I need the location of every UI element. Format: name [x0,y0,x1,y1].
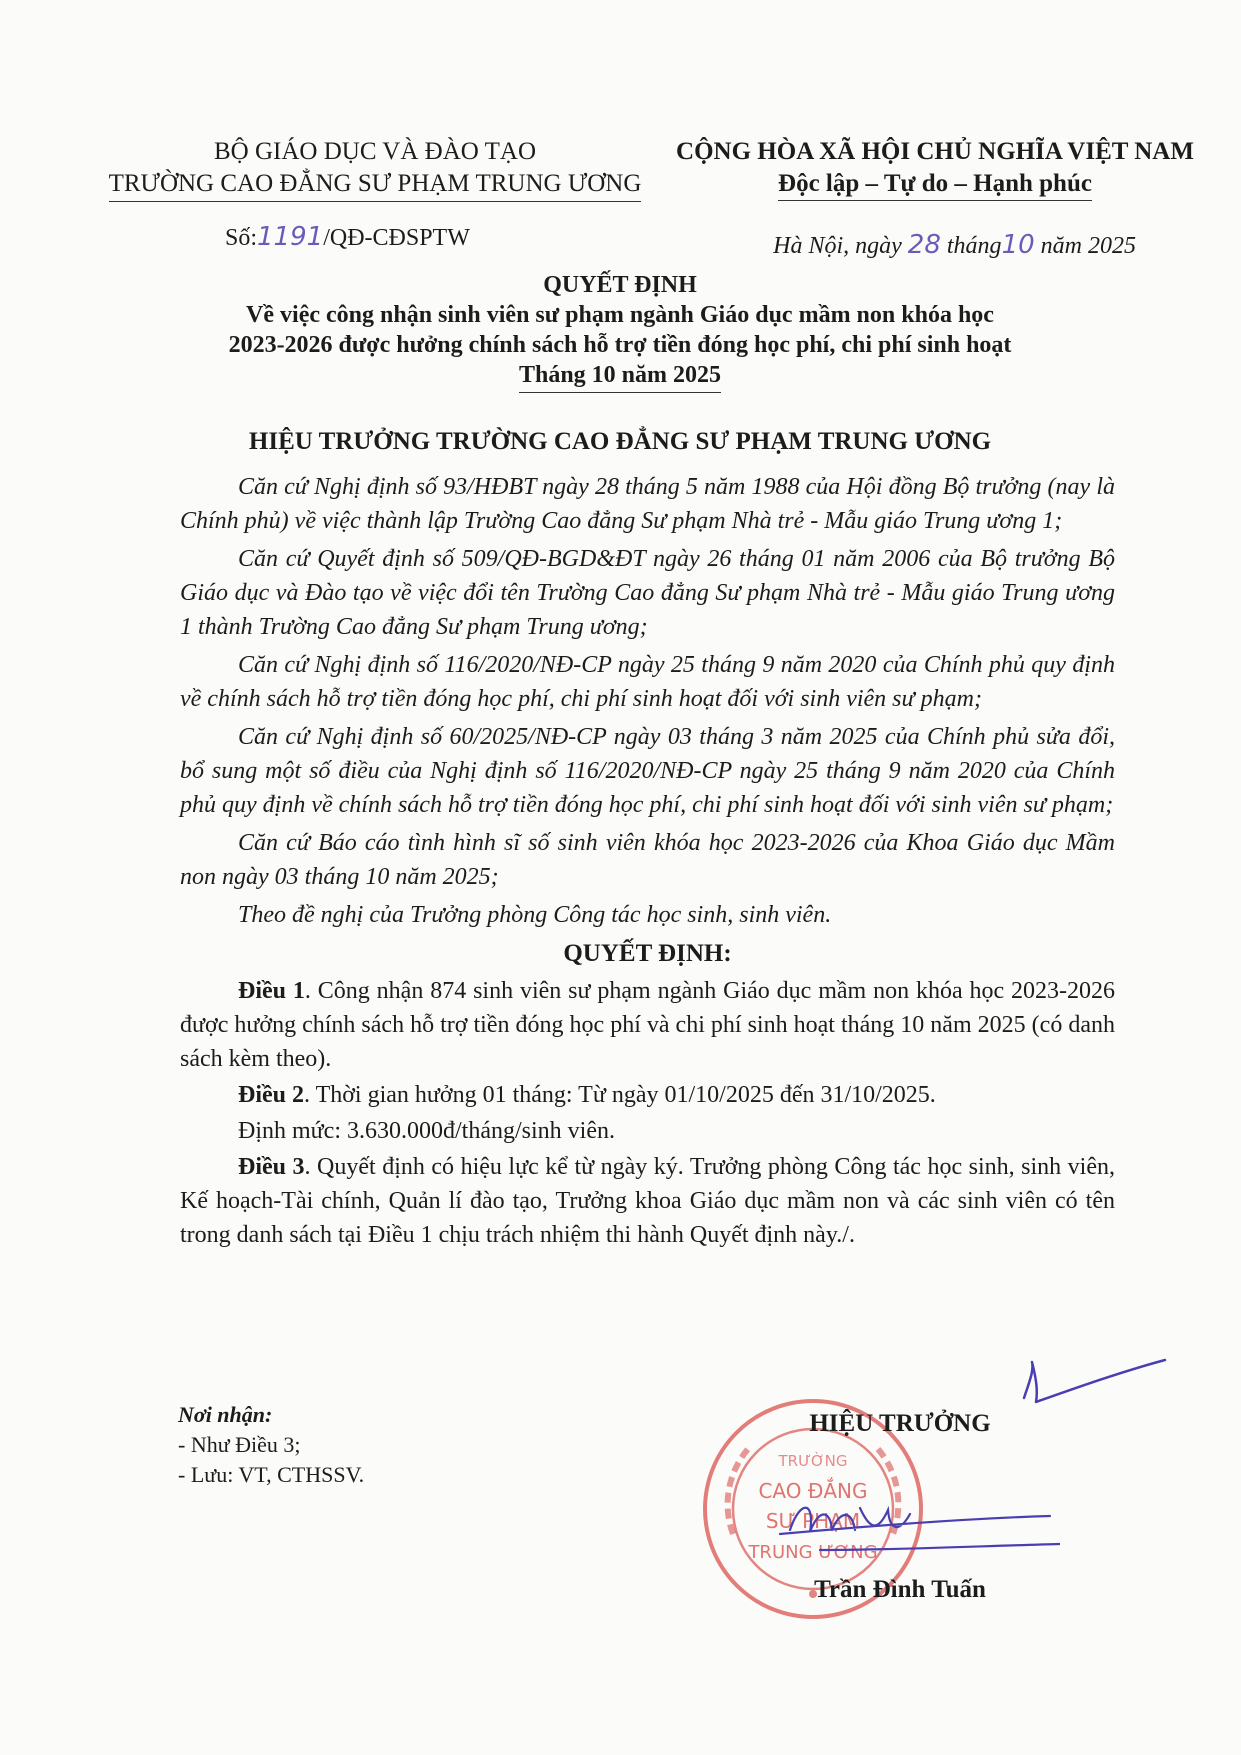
number-suffix: /QĐ-CĐSPTW [323,225,470,251]
document-number [225,222,470,252]
national-header [670,136,1200,201]
national-motto: Độc lập – Tự do – Hạnh phúc [778,168,1092,201]
legal-basis-4: Căn cứ Nghị định số 60/2025/NĐ-CP ngày 03 tháng 3 năm 2025 của Chính phủ sửa đổi, bổ sung một số điều của Nghị định số 116/2020/NĐ-CP ngày 25 tháng 9 năm 2020 của Chính phủ quy định về chính sách hỗ trợ tiền đóng học phí, chi phí sinh hoạt đối với sinh viên sư phạm; [180,724,1115,818]
issuing-authority: HIỆU TRƯỞNG TRƯỜNG CAO ĐẲNG SƯ PHẠM TRUNG ƯƠNG [248,428,992,455]
title-line-2: 2023-2026 được hưởng chính sách hỗ trợ tiền đóng học phí, chi phí sinh hoạt [228,332,1012,358]
document-title [170,270,1070,393]
legal-basis-3: Căn cứ Nghị định số 116/2020/NĐ-CP ngày 25 tháng 9 năm 2020 của Chính phủ quy định về chính sách hỗ trợ tiền đóng học phí, chi phí sinh hoạt đối với sinh viên sư phạm; [180,652,1115,712]
ministry-name: BỘ GIÁO DỤC VÀ ĐÀO TẠO [214,138,536,165]
article-3-text: . Quyết định có hiệu lực kể từ ngày ký. Trưởng phòng Công tác học sinh, sinh viên, Kế hoạch-Tài chính, Quản lí đào tạo, Trưởng khoa Giáo dục mầm non và các sinh viên có tên trong danh sách tại Điều 1 chịu trách nhiệm thi hành Quyết định này./. [180,1154,1116,1248]
handwritten-signature-icon [760,1470,1060,1570]
article-2-text: . Thời gian hưởng 01 tháng: Từ ngày 01/10/2025 đến 31/10/2025. [304,1082,936,1108]
article-3 [180,1150,1115,1252]
doc-type: QUYẾT ĐỊNH [543,272,697,298]
date-year: năm 2025 [1040,233,1136,259]
handwritten-day: 28 [907,230,941,260]
article-1-label: Điều 1 [238,978,305,1004]
legal-basis-1: Căn cứ Nghị định số 93/HĐBT ngày 28 tháng 5 năm 1988 của Hội đồng Bộ trưởng (nay là Chính phủ) về việc thành lập Trường Cao đẳng Sư phạm Nhà trẻ - Mẫu giáo Trung ương 1; [180,474,1115,534]
school-name: TRƯỜNG CAO ĐẲNG SƯ PHẠM TRUNG ƯƠNG [109,168,642,202]
article-1-text: . Công nhận 874 sinh viên sư phạm ngành Giáo dục mầm non khóa học 2023-2026 được hưởng chính sách hỗ trợ tiền đóng học phí và chi phí sinh hoạt tháng 10 năm 2025 (có danh sách kèm theo). [180,978,1116,1072]
handwritten-number: 1191 [257,222,324,252]
date-place: Hà Nội, ngày [773,233,902,259]
recipient-1: - Như Điều 3; [178,1432,301,1457]
handwritten-month: 10 [1001,230,1035,260]
issue-date [773,230,1136,260]
recipient-2: - Lưu: VT, CTHSSV. [178,1462,365,1487]
signer-title: HIỆU TRƯỞNG [809,1410,991,1437]
issuer-header [95,136,655,202]
article-2 [180,1078,1115,1112]
seal-text-mid1: CAO ĐẲNG [758,1479,868,1503]
title-line-3: Tháng 10 năm 2025 [519,360,721,393]
nation-name: CỘNG HÒA XÃ HỘI CHỦ NGHĨA VIỆT NAM [676,138,1194,165]
legal-basis-2: Căn cứ Quyết định số 509/QĐ-BGD&ĐT ngày 26 tháng 01 năm 2006 của Bộ trưởng Bộ Giáo dục và Đào tạo về việc đổi tên Trường Cao đẳng Sư phạm Nhà trẻ - Mẫu giáo Trung ương 1 thành Trường Cao đẳng Sư phạm Trung ương; [180,546,1115,640]
signer-name: Trần Đình Tuấn [814,1576,986,1603]
article-1 [180,974,1115,1076]
initial-mark-icon [1010,1350,1170,1420]
document-body [180,470,1115,1254]
seal-text-bottom: TRUNG ƯƠNG [748,1542,878,1563]
legal-basis-5: Căn cứ Báo cáo tình hình sĩ số sinh viên khóa học 2023-2026 của Khoa Giáo dục Mầm non ngày 03 tháng 10 năm 2025; [180,830,1115,890]
date-month-label: tháng [946,233,1002,259]
seal-text-mid2: SƯ PHẠM [765,1509,861,1533]
decision-heading: QUYẾT ĐỊNH: [563,940,732,967]
title-line-1: Về việc công nhận sinh viên sư phạm ngành Giáo dục mầm non khóa học [246,302,994,328]
legal-basis-6: Theo đề nghị của Trưởng phòng Công tác học sinh, sinh viên. [238,902,832,928]
article-3-label: Điều 3 [238,1154,305,1180]
article-2-label: Điều 2 [238,1082,304,1108]
recipients-heading: Nơi nhận: [178,1402,273,1427]
recipients [178,1400,364,1490]
seal-text-top: TRƯỜNG [778,1452,848,1470]
article-2-rate: Định mức: 3.630.000đ/tháng/sinh viên. [238,1118,615,1144]
number-prefix: Số: [225,225,258,251]
